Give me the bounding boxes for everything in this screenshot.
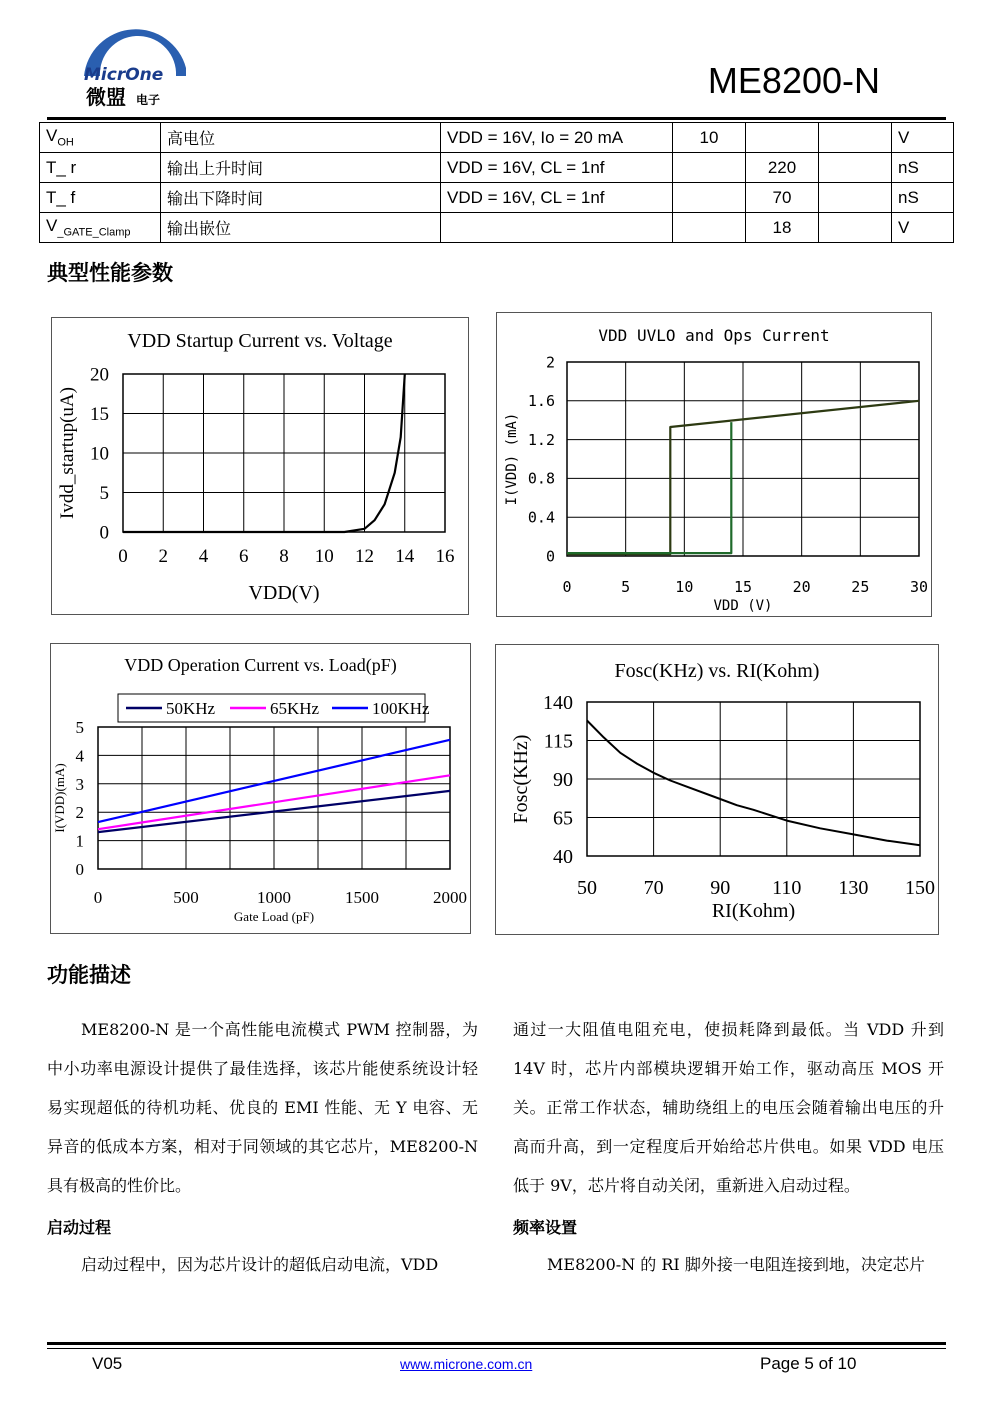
x-tick-label: 20 bbox=[792, 578, 811, 596]
x-tick-label: 8 bbox=[279, 546, 289, 567]
x-tick-label: 0 bbox=[118, 546, 128, 567]
chart-svg bbox=[496, 312, 932, 617]
right-paragraph-2: ME8200-N 的 RI 脚外接一电阻连接到地，决定芯片 bbox=[547, 1255, 925, 1274]
left-paragraph-1: ME8200-N 是一个高性能电流模式 PWM 控制器，为中小功率电源设计提供了最佳选择，该芯片能使系统设计轻易实现超低的待机功耗、优良的 EMI 性能、无 Y 电容、无异音的低成本方案，相对于同领域的其它芯片，ME8200-N 具有极高的性价比。 bbox=[47, 1020, 478, 1195]
y-tick-label: 3 bbox=[75, 774, 84, 794]
x-tick-label: 70 bbox=[643, 877, 664, 899]
x-tick-label: 6 bbox=[239, 546, 249, 567]
chart-svg bbox=[51, 317, 469, 615]
svg-text:微盟: 微盟 bbox=[86, 85, 126, 109]
x-tick-label: 16 bbox=[435, 546, 455, 567]
x-tick-label: 90 bbox=[710, 877, 731, 899]
footer-link[interactable]: www.microne.com.cn bbox=[400, 1356, 533, 1372]
chart-title: VDD Operation Current vs. Load(pF) bbox=[124, 655, 397, 675]
x-tick-label: 110 bbox=[772, 877, 802, 899]
max-cell bbox=[819, 153, 892, 183]
max-cell bbox=[819, 213, 892, 243]
max-cell bbox=[819, 123, 892, 153]
symbol-cell: $V_{OH}$ bbox=[40, 123, 161, 153]
name-cell: 输出上升时间 bbox=[161, 153, 441, 183]
y-tick-label: 140 bbox=[543, 692, 573, 714]
y-tick-label: 0 bbox=[75, 859, 84, 879]
name-cell: 输出下降时间 bbox=[161, 183, 441, 213]
typ-cell: 220 bbox=[746, 153, 819, 183]
y-tick-label: 90 bbox=[553, 769, 573, 791]
symbol-cell: T_ r bbox=[40, 153, 161, 183]
table-row bbox=[40, 183, 954, 213]
left-paragraph-2: 启动过程中，因为芯片设计的超低启动电流，VDD bbox=[81, 1255, 439, 1274]
x-axis-label: VDD (V) bbox=[713, 598, 773, 614]
x-tick-label: 1500 bbox=[345, 888, 379, 907]
y-tick-label: 2 bbox=[545, 353, 555, 372]
x-tick-label: 14 bbox=[395, 546, 415, 567]
chart-startup-current bbox=[51, 317, 469, 615]
section-heading-function: 功能描述 bbox=[47, 963, 131, 987]
x-tick-label: 10 bbox=[675, 578, 694, 596]
y-tick-label: 2 bbox=[75, 803, 84, 823]
y-tick-label: 5 bbox=[99, 483, 109, 505]
y-tick-label: 40 bbox=[553, 846, 573, 868]
footer-rule bbox=[47, 1342, 946, 1345]
y-tick-label: 0.4 bbox=[527, 508, 555, 527]
unit-cell: nS bbox=[892, 153, 954, 183]
svg-text:MicrOne: MicrOne bbox=[84, 65, 164, 85]
svg-text:电子: 电子 bbox=[136, 93, 161, 107]
document-title: ME8200-N bbox=[707, 60, 880, 101]
min-cell bbox=[673, 213, 746, 243]
x-tick-label: 0 bbox=[562, 578, 572, 596]
x-tick-label: 12 bbox=[355, 546, 374, 567]
min-cell bbox=[673, 153, 746, 183]
y-tick-label: 65 bbox=[553, 807, 573, 830]
condition-cell bbox=[441, 213, 673, 243]
min-cell: 10 bbox=[673, 123, 746, 153]
x-tick-label: 130 bbox=[838, 877, 869, 899]
y-tick-label: 20 bbox=[90, 364, 109, 386]
x-tick-label: 1000 bbox=[257, 888, 291, 907]
chart-uvlo-ops-current bbox=[496, 312, 932, 617]
legend-label: 100KHz bbox=[372, 699, 430, 718]
x-tick-label: 15 bbox=[733, 578, 753, 596]
y-tick-label: 0 bbox=[99, 522, 109, 544]
chart-title: VDD UVLO and Ops Current bbox=[598, 326, 830, 345]
table-row bbox=[40, 123, 954, 153]
y-tick-label: 1.6 bbox=[527, 392, 555, 411]
chart-operation-current-load bbox=[50, 643, 471, 934]
x-tick-label: 25 bbox=[851, 578, 870, 596]
name-cell: 输出嵌位 bbox=[161, 213, 441, 243]
legend-label: 50KHz bbox=[166, 699, 216, 718]
section-heading-typical: 典型性能参数 bbox=[47, 261, 173, 285]
y-tick-label: 10 bbox=[90, 443, 109, 465]
symbol-cell: T_ f bbox=[40, 183, 161, 213]
chart-legend bbox=[118, 694, 430, 722]
x-tick-label: 500 bbox=[173, 888, 199, 907]
typ-cell bbox=[746, 123, 819, 153]
x-tick-label: 50 bbox=[577, 877, 597, 899]
symbol-cell: $V_{\_GATE\_Clamp}$ bbox=[40, 213, 161, 243]
y-axis-label: Fosc(KHz) bbox=[510, 734, 532, 824]
x-tick-label: 2 bbox=[158, 546, 168, 567]
y-tick-label: 1.2 bbox=[527, 430, 555, 449]
y-axis-label: I(VDD) (mA) bbox=[504, 412, 520, 506]
unit-cell: nS bbox=[892, 183, 954, 213]
y-tick-label: 0.8 bbox=[527, 469, 555, 488]
footer-version: V05 bbox=[92, 1354, 123, 1373]
unit-cell: V bbox=[892, 213, 954, 243]
subheading-frequency: 频率设置 bbox=[513, 1218, 578, 1237]
company-logo bbox=[80, 18, 190, 110]
y-tick-label: 5 bbox=[75, 717, 84, 737]
condition-cell: VDD = 16V, CL = 1nf bbox=[441, 183, 673, 213]
x-tick-label: 2000 bbox=[433, 888, 467, 907]
chart-frame bbox=[52, 318, 469, 615]
typ-cell: 70 bbox=[746, 183, 819, 213]
min-cell bbox=[673, 183, 746, 213]
legend-label: 65KHz bbox=[270, 699, 320, 718]
y-tick-label: 115 bbox=[543, 730, 573, 753]
y-axis-label: I(VDD)(mA) bbox=[52, 763, 67, 833]
x-tick-label: 150 bbox=[905, 877, 935, 899]
typ-cell: 18 bbox=[746, 213, 819, 243]
name-cell: 高电位 bbox=[161, 123, 441, 153]
subheading-startup: 启动过程 bbox=[47, 1218, 112, 1237]
chart-title: Fosc(KHz) vs. RI(Kohm) bbox=[614, 660, 820, 682]
footer-rule-thin bbox=[47, 1348, 946, 1349]
chart-frame bbox=[497, 313, 932, 617]
condition-cell: VDD = 16V, CL = 1nf bbox=[441, 153, 673, 183]
chart-fosc-vs-ri bbox=[495, 644, 939, 935]
y-tick-label: 1 bbox=[75, 831, 84, 851]
condition-cell: VDD = 16V, Io = 20 mA bbox=[441, 123, 673, 153]
x-tick-label: 30 bbox=[909, 578, 929, 596]
spec-table bbox=[39, 122, 954, 243]
x-axis-label: Gate Load (pF) bbox=[233, 909, 315, 924]
chart-svg bbox=[50, 643, 471, 934]
x-tick-label: 4 bbox=[198, 546, 209, 567]
x-tick-label: 0 bbox=[93, 888, 103, 907]
chart-svg bbox=[495, 644, 939, 935]
x-tick-label: 5 bbox=[621, 578, 631, 596]
table-row bbox=[40, 213, 954, 243]
y-tick-label: 4 bbox=[75, 746, 84, 766]
x-axis-label: RI(Kohm) bbox=[711, 900, 796, 922]
y-tick-label: 15 bbox=[90, 404, 109, 426]
chart-title: VDD Startup Current vs. Voltage bbox=[127, 330, 393, 352]
unit-cell: V bbox=[892, 123, 954, 153]
footer-page-number: Page 5 of 10 bbox=[760, 1354, 857, 1373]
y-axis-label: Ivdd_startup(uA) bbox=[57, 387, 78, 519]
header-rule bbox=[47, 117, 946, 120]
x-axis-label: VDD(V) bbox=[248, 582, 320, 604]
y-tick-label: 0 bbox=[545, 547, 555, 566]
max-cell bbox=[819, 183, 892, 213]
table-row bbox=[40, 153, 954, 183]
right-paragraph-1: 通过一大阻值电阻充电，使损耗降到最低。当 VDD 升到 14V 时，芯片内部模块逻辑开始工作，驱动高压 MOS 开关。正常工作状态，辅助绕组上的电压会随着输出电压的升高而升高，到一定程度后开始给芯片供电。如果 VDD 电压低于 9V，芯片将自动关闭，重新进入启动过程。 bbox=[513, 1020, 944, 1195]
x-tick-label: 10 bbox=[314, 546, 334, 567]
